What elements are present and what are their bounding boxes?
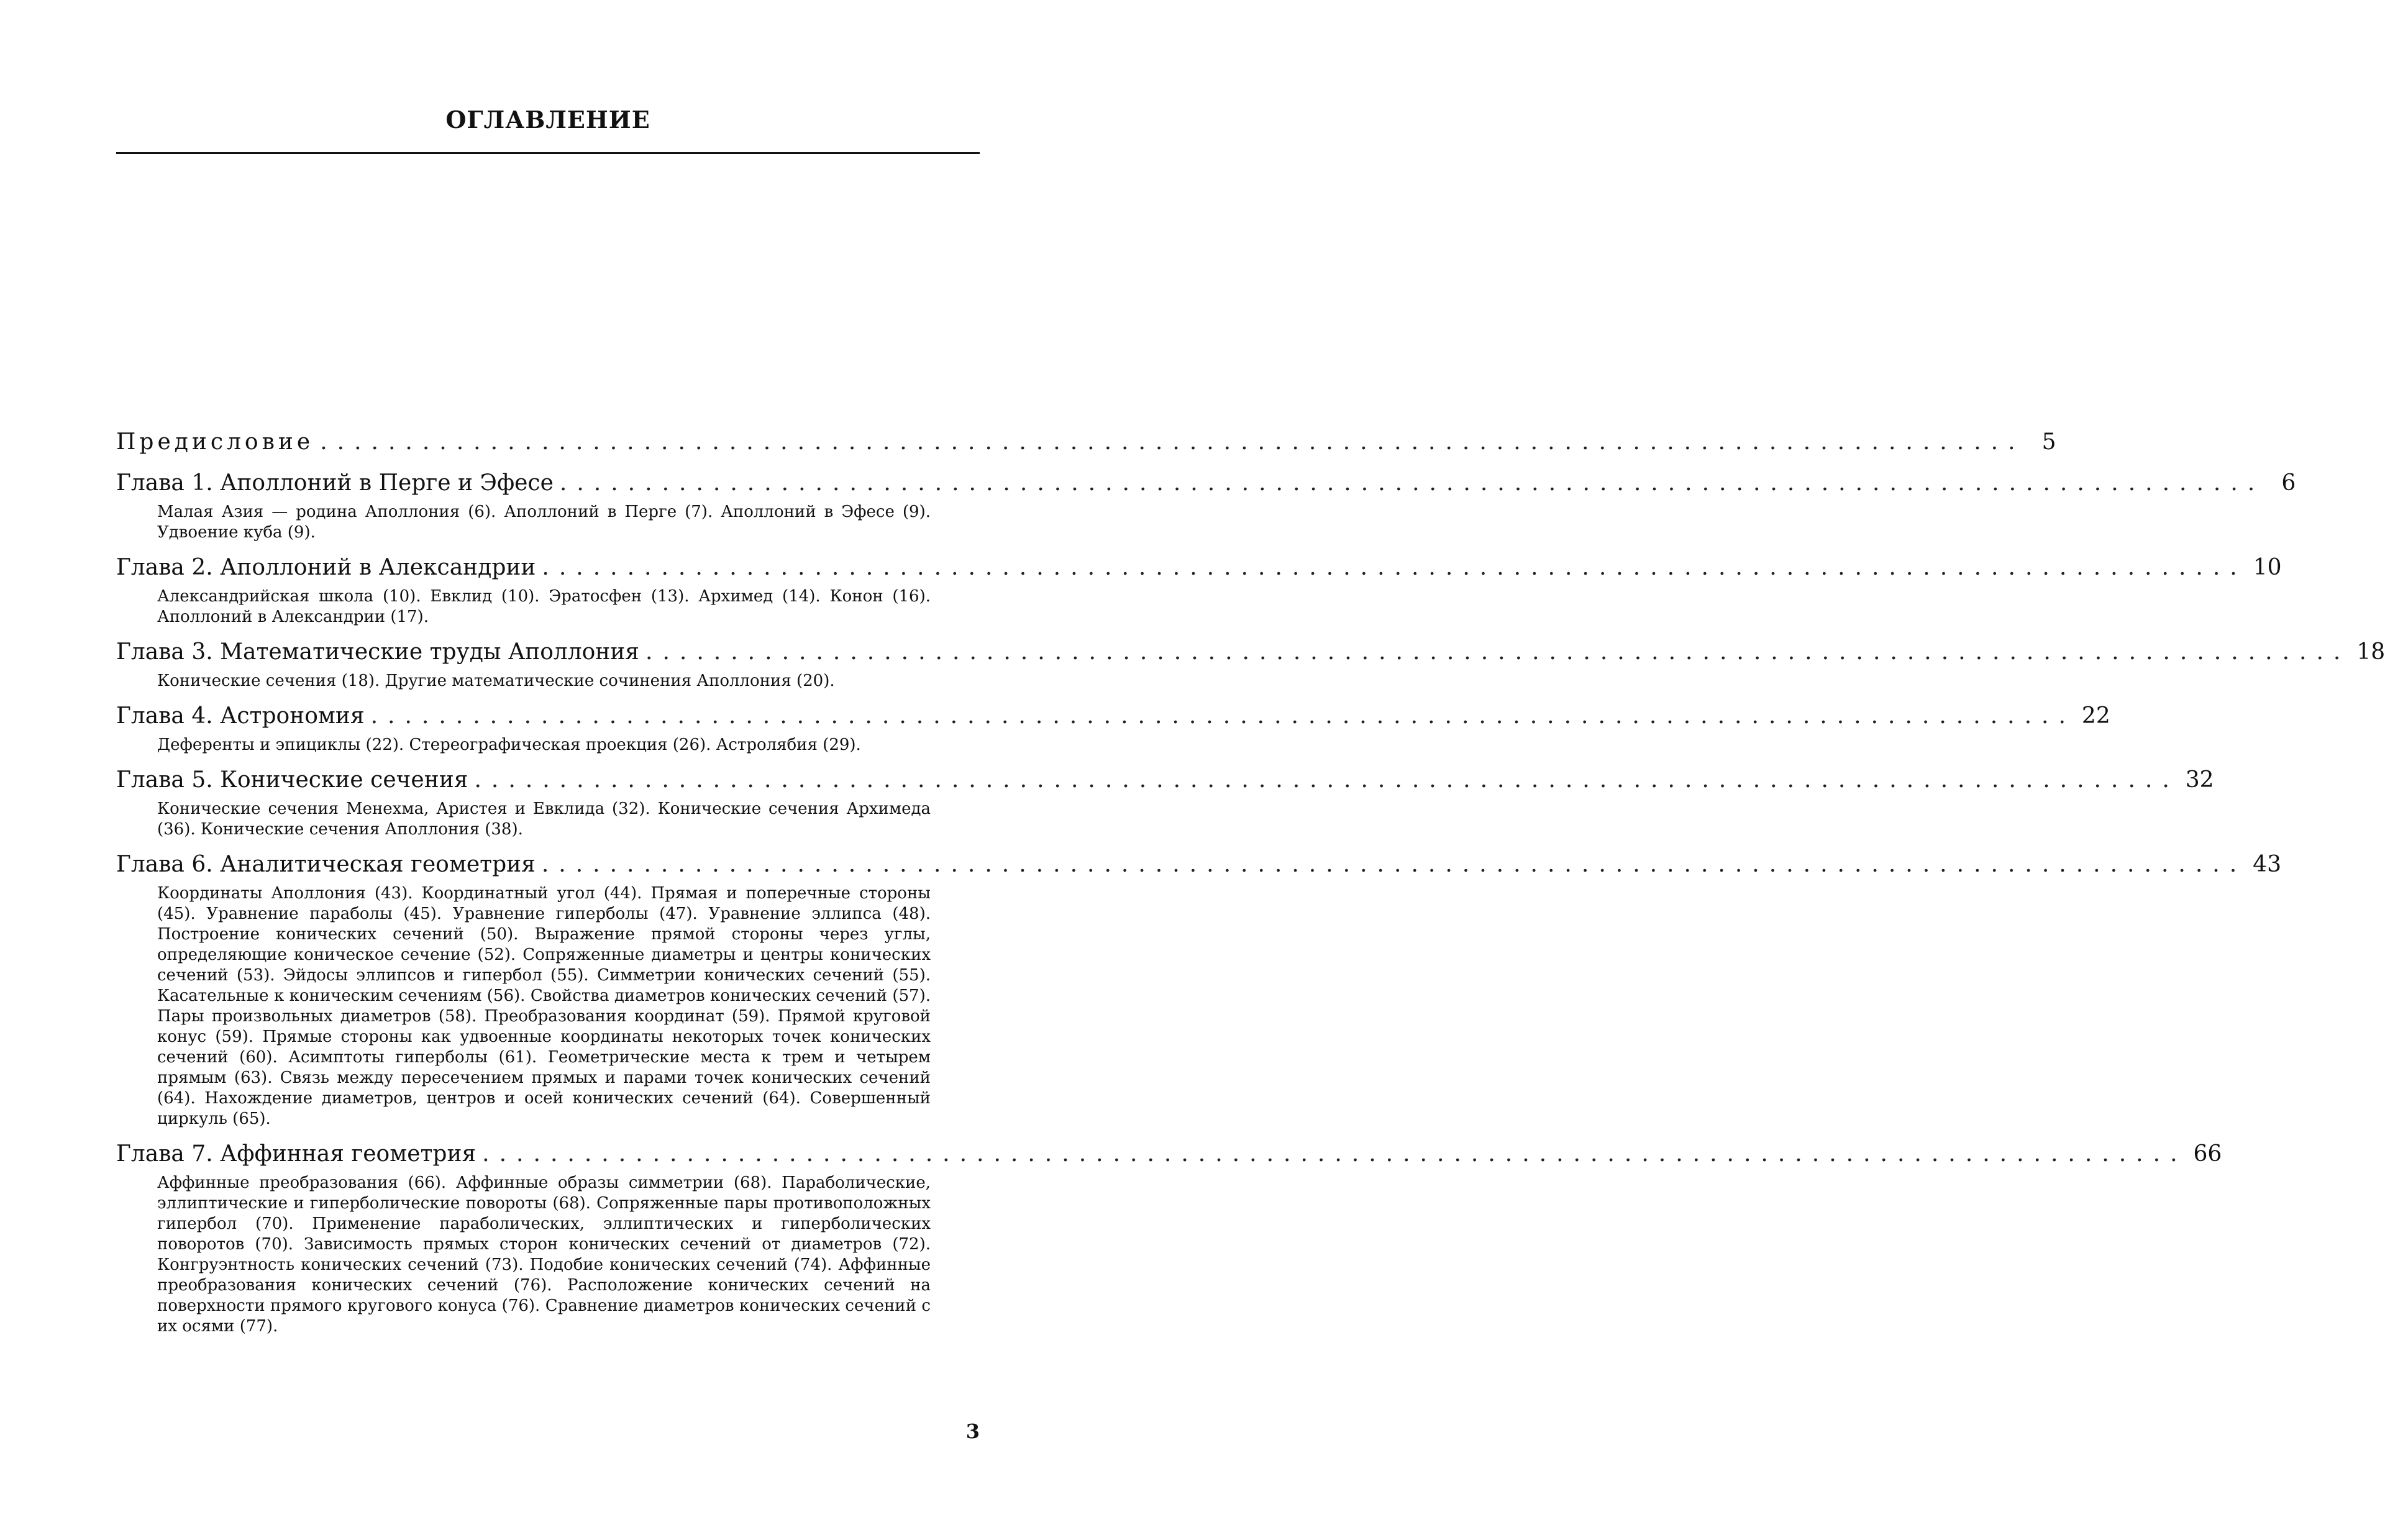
toc-title: Глава 5. Конические сечения xyxy=(116,767,468,793)
toc-entry-chapter-6 xyxy=(116,849,2281,1129)
toc-page-number: 10 xyxy=(2253,555,2282,580)
toc-entry-chapter-7 xyxy=(116,1138,2222,1337)
leader-dots: .................................................................................................... xyxy=(645,639,2351,665)
toc-description: Аффинные преобразования (66). Аффинные образы симметрии (68). Параболические, эллиптические и гиперболические повороты (68). Сопряженные пары противоположных гипербол (70). Применение параболических, эллиптических и гиперболических поворотов (70). Зависимость прямых сторон конических сечений от диаметров (72). Конгруэнтность конических сечений (73). Подобие конических сечений (74). Аффинные преобразования конических сечений (76). Расположение конических сечений на поверхности прямого кругового конуса (76). Сравнение диаметров конических сечений с их осями (77). xyxy=(157,1173,931,1336)
toc-entry-chapter-1 xyxy=(116,467,2296,543)
toc-page-number: 6 xyxy=(2281,470,2296,496)
toc-entry-chapter-2 xyxy=(116,552,2282,627)
toc-page-number: 66 xyxy=(2193,1141,2222,1167)
toc-title: Глава 3. Математические труды Аполлония xyxy=(116,639,640,665)
toc-page-number: 43 xyxy=(2253,852,2281,877)
toc-title: Глава 2. Аполлоний в Александрии xyxy=(116,555,536,580)
leader-dots: .................................................................................................... xyxy=(542,555,2247,580)
toc-description: Деференты и эпициклы (22). Стереографическая проекция (26). Астролябия (29). xyxy=(157,736,861,754)
toc-title: Глава 6. Аналитическая геометрия xyxy=(116,852,536,877)
toc-description: Малая Азия — родина Аполлония (6). Аполлоний в Перге (7). Аполлоний в Эфесе (9). Удвоение куба (9). xyxy=(157,503,931,542)
leader-dots: .................................................................................................... xyxy=(370,703,2076,729)
toc-title: Глава 7. Аффинная геометрия xyxy=(116,1141,477,1167)
leader-dots: .................................................................................................... xyxy=(559,470,2265,496)
toc-entry-preface xyxy=(116,426,2056,458)
toc-description: Конические сечения (18). Другие математические сочинения Аполлония (20). xyxy=(157,672,835,690)
toc-description: Александрийская школа (10). Евклид (10). Эратосфен (13). Архимед (14). Конон (16). Аполлоний в Александрии (17). xyxy=(157,587,931,626)
toc-entry-chapter-5 xyxy=(116,764,2214,840)
toc-title: Глава 1. Аполлоний в Перге и Эфесе xyxy=(116,470,554,496)
title-rule xyxy=(116,152,980,154)
toc-heading-line xyxy=(116,636,2385,668)
toc-page-number: 22 xyxy=(2081,703,2110,729)
toc-description: Координаты Аполлония (43). Координатный угол (44). Прямая и поперечные стороны (45). Уравнение параболы (45). Уравнение гиперболы (47). Уравнение эллипса (48). Построение конических сечений (50). Выражение прямой стороны через углы, определяющие коническое сечение (52). Сопряженные диаметры и центры конических сечений (53). Эйдосы эллипсов и гипербол (55). Симметрии конических сечений (55). Касательные к коническим сечениям (56). Свойства диаметров конических сечений (57). Пары произвольных диаметров (58). Преобразования координат (59). Прямой круговой конус (59). Прямые стороны как удвоенные координаты некоторых точек конических сечений (60). Асимптоты гиперболы (61). Геометрические места к трем и четырем прямым (63). Связь между пересечением прямых и парами точек конических сечений (64). Нахождение диаметров, центров и осей конических сечений (64). Совершенный циркуль (65). xyxy=(157,884,931,1128)
leader-dots: .................................................................................................... xyxy=(474,767,2179,793)
toc-title: Предисловие xyxy=(116,429,314,455)
toc-page-number: 32 xyxy=(2185,767,2214,793)
toc-entry-chapter-3 xyxy=(116,636,2385,691)
toc-heading-line xyxy=(116,1138,2222,1170)
leader-dots: .................................................................................................... xyxy=(320,429,2025,455)
toc-heading-line xyxy=(116,426,2056,458)
toc-heading-line xyxy=(116,552,2282,584)
toc-heading-line xyxy=(116,700,2110,732)
toc-heading-line xyxy=(116,467,2296,499)
leader-dots: .................................................................................................... xyxy=(541,852,2247,877)
toc-description: Конические сечения Менехма, Аристея и Евклида (32). Конические сечения Архимеда (36). Конические сечения Аполлония (38). xyxy=(157,800,931,839)
toc-heading-line xyxy=(116,849,2281,881)
page-number: 3 xyxy=(965,1419,980,1443)
toc-page-number: 5 xyxy=(2041,429,2056,455)
toc-page-number: 18 xyxy=(2356,639,2385,665)
table-of-contents xyxy=(116,426,2385,1346)
leader-dots: .................................................................................................... xyxy=(482,1141,2187,1167)
toc-title: Глава 4. Астрономия xyxy=(116,703,365,729)
toc-entry-chapter-4 xyxy=(116,700,2110,755)
page-title: ОГЛАВЛЕНИЕ xyxy=(445,106,650,134)
toc-heading-line xyxy=(116,764,2214,796)
